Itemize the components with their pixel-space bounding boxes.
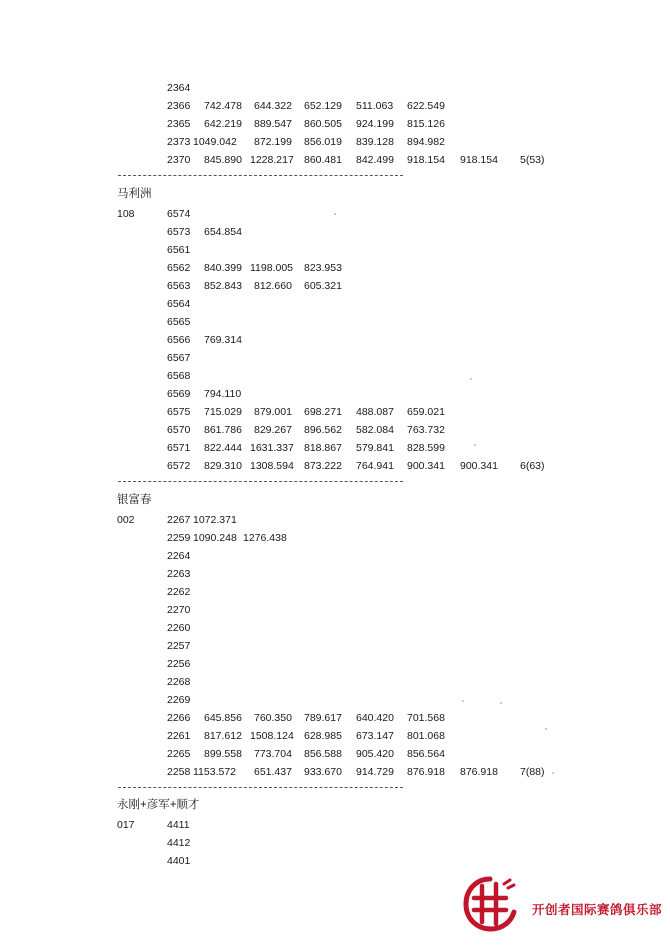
team-title: 马利洲 bbox=[117, 188, 152, 200]
speed-value: 889.547 bbox=[254, 118, 292, 130]
pigeon-row bbox=[0, 117, 670, 131]
ring-number: 2261 bbox=[167, 730, 191, 742]
pigeon-row bbox=[0, 261, 670, 275]
scan-speck bbox=[500, 702, 502, 704]
speed-value: 914.729 bbox=[356, 766, 394, 778]
speed-value: 856.588 bbox=[304, 748, 342, 760]
speed-value: 933.670 bbox=[304, 766, 342, 778]
best-speed: 918.154 bbox=[460, 154, 498, 166]
ring-number: 2366 bbox=[167, 100, 191, 112]
speed-value: 640.420 bbox=[356, 712, 394, 724]
speed-value: 896.562 bbox=[304, 424, 342, 436]
rank-badge: 5(53) bbox=[520, 154, 545, 166]
pigeon-row bbox=[0, 405, 670, 419]
best-speed: 900.341 bbox=[460, 460, 498, 472]
speed-value: 852.843 bbox=[204, 280, 242, 292]
scan-speck bbox=[462, 700, 464, 702]
speed-value: 1153.572 bbox=[193, 766, 237, 778]
ring-number: 2268 bbox=[167, 676, 191, 688]
speed-value: 900.341 bbox=[407, 460, 445, 472]
pigeon-row bbox=[0, 585, 670, 599]
pigeon-row bbox=[0, 711, 670, 725]
ring-number: 2373 bbox=[167, 136, 191, 148]
team-number: 108 bbox=[117, 208, 135, 220]
speed-value: 829.267 bbox=[254, 424, 292, 436]
speed-value: 872.199 bbox=[254, 136, 292, 148]
best-speed: 876.918 bbox=[460, 766, 498, 778]
ring-number: 2270 bbox=[167, 604, 191, 616]
speed-value: 715.029 bbox=[204, 406, 242, 418]
ring-number: 4412 bbox=[167, 837, 191, 849]
speed-value: 899.558 bbox=[204, 748, 242, 760]
pigeon-row bbox=[0, 765, 670, 779]
pigeon-row bbox=[0, 423, 670, 437]
team-number: 002 bbox=[117, 514, 135, 526]
speed-value: 605.321 bbox=[304, 280, 342, 292]
ring-number: 2267 bbox=[167, 514, 191, 526]
pigeon-row bbox=[0, 225, 670, 239]
pigeon-row bbox=[0, 567, 670, 581]
pigeon-row bbox=[0, 243, 670, 257]
team-title: 银富春 bbox=[117, 494, 152, 506]
ring-number: 4411 bbox=[167, 819, 190, 831]
pigeon-row bbox=[0, 693, 670, 707]
speed-value: 860.481 bbox=[304, 154, 342, 166]
ring-number: 6563 bbox=[167, 280, 191, 292]
speed-value: 828.599 bbox=[407, 442, 445, 454]
pigeon-row bbox=[0, 747, 670, 761]
ring-number: 6565 bbox=[167, 316, 191, 328]
speed-value: 823.953 bbox=[304, 262, 342, 274]
pigeon-row bbox=[0, 818, 670, 832]
speed-value: 894.982 bbox=[407, 136, 445, 148]
speed-value: 873.222 bbox=[304, 460, 342, 472]
ring-number: 6561 bbox=[167, 244, 191, 256]
speed-value: 839.128 bbox=[356, 136, 394, 148]
pigeon-row bbox=[0, 153, 670, 167]
pigeon-row bbox=[0, 81, 670, 95]
ring-number: 6575 bbox=[167, 406, 191, 418]
speed-value: 794.110 bbox=[204, 388, 242, 400]
pigeon-row bbox=[0, 854, 670, 868]
team-title: 永刚+彦军+顺才 bbox=[117, 799, 200, 811]
speed-value: 879.001 bbox=[254, 406, 292, 418]
pigeon-row bbox=[0, 639, 670, 653]
speed-value: 856.564 bbox=[407, 748, 445, 760]
speed-value: 488.087 bbox=[356, 406, 394, 418]
speed-value: 760.350 bbox=[254, 712, 292, 724]
speed-value: 1228.217 bbox=[250, 154, 294, 166]
speed-value: 856.019 bbox=[304, 136, 342, 148]
ring-number: 6572 bbox=[167, 460, 191, 472]
ring-number: 2259 bbox=[167, 532, 191, 544]
ring-number: 2269 bbox=[167, 694, 191, 706]
ring-number: 6573 bbox=[167, 226, 191, 238]
pigeon-row bbox=[0, 603, 670, 617]
pigeon-row bbox=[0, 279, 670, 293]
speed-value: 645.856 bbox=[204, 712, 242, 724]
ring-number: 6567 bbox=[167, 352, 191, 364]
pigeon-row bbox=[0, 836, 670, 850]
rank-badge: 6(63) bbox=[520, 460, 545, 472]
ring-number: 6566 bbox=[167, 334, 191, 346]
speed-value: 742.478 bbox=[204, 100, 242, 112]
speed-value: 651.437 bbox=[254, 766, 292, 778]
scan-speck bbox=[470, 378, 472, 380]
ring-number: 6571 bbox=[167, 442, 191, 454]
speed-value: 876.918 bbox=[407, 766, 445, 778]
ring-number: 2370 bbox=[167, 154, 191, 166]
pigeon-row bbox=[0, 315, 670, 329]
speed-value: 644.322 bbox=[254, 100, 292, 112]
pigeon-row bbox=[0, 297, 670, 311]
club-seal-icon bbox=[462, 876, 518, 932]
speed-value: 905.420 bbox=[356, 748, 394, 760]
speed-value: 1072.371 bbox=[193, 514, 237, 526]
ring-number: 2260 bbox=[167, 622, 191, 634]
speed-value: 801.068 bbox=[407, 730, 445, 742]
speed-value: 769.314 bbox=[204, 334, 242, 346]
speed-value: 511.063 bbox=[356, 100, 394, 112]
ring-number: 2266 bbox=[167, 712, 191, 724]
speed-value: 924.199 bbox=[356, 118, 394, 130]
section-divider bbox=[118, 787, 403, 788]
rank-badge: 7(88) bbox=[520, 766, 545, 778]
ring-number: 2264 bbox=[167, 550, 191, 562]
pigeon-row bbox=[0, 441, 670, 455]
ring-number: 2265 bbox=[167, 748, 191, 760]
speed-value: 701.568 bbox=[407, 712, 445, 724]
ring-number: 2364 bbox=[167, 82, 191, 94]
ring-number: 2263 bbox=[167, 568, 191, 580]
club-name: 开创者国际赛鸽俱乐部 bbox=[532, 903, 663, 917]
scan-speck bbox=[545, 728, 547, 730]
speed-value: 773.704 bbox=[254, 748, 292, 760]
speed-value: 1049.042 bbox=[193, 136, 237, 148]
ring-number: 4401 bbox=[167, 855, 191, 867]
speed-value: 818.867 bbox=[304, 442, 342, 454]
speed-value: 1198.005 bbox=[250, 262, 294, 274]
speed-value: 622.549 bbox=[407, 100, 445, 112]
club-logo bbox=[462, 876, 662, 936]
pigeon-row bbox=[0, 675, 670, 689]
pigeon-row bbox=[0, 135, 670, 149]
speed-value: 815.126 bbox=[407, 118, 445, 130]
speed-value: 861.786 bbox=[204, 424, 242, 436]
pigeon-row bbox=[0, 729, 670, 743]
speed-value: 698.271 bbox=[304, 406, 342, 418]
section-divider bbox=[118, 481, 403, 482]
speed-value: 659.021 bbox=[407, 406, 445, 418]
speed-value: 628.985 bbox=[304, 730, 342, 742]
ring-number: 6568 bbox=[167, 370, 191, 382]
speed-value: 789.617 bbox=[304, 712, 342, 724]
speed-value: 1308.594 bbox=[250, 460, 294, 472]
pigeon-row bbox=[0, 99, 670, 113]
scan-speck bbox=[552, 772, 554, 774]
pigeon-row bbox=[0, 621, 670, 635]
ring-number: 2257 bbox=[167, 640, 191, 652]
pigeon-row bbox=[0, 513, 670, 527]
scan-speck bbox=[474, 444, 476, 446]
pigeon-row bbox=[0, 351, 670, 365]
speed-value: 764.941 bbox=[356, 460, 394, 472]
ring-number: 2262 bbox=[167, 586, 191, 598]
ring-number: 6570 bbox=[167, 424, 191, 436]
ring-number: 2258 bbox=[167, 766, 191, 778]
speed-value: 829.310 bbox=[204, 460, 242, 472]
pigeon-row bbox=[0, 369, 670, 383]
speed-value: 652.129 bbox=[304, 100, 342, 112]
ring-number: 6569 bbox=[167, 388, 191, 400]
speed-value: 582.084 bbox=[356, 424, 394, 436]
speed-value: 763.732 bbox=[407, 424, 445, 436]
team-number: 017 bbox=[117, 819, 135, 831]
speed-value: 842.499 bbox=[356, 154, 394, 166]
pigeon-row bbox=[0, 387, 670, 401]
pigeon-row bbox=[0, 657, 670, 671]
speed-value: 654.854 bbox=[204, 226, 242, 238]
pigeon-row bbox=[0, 531, 670, 545]
speed-value: 1508.124 bbox=[250, 730, 294, 742]
pigeon-row bbox=[0, 549, 670, 563]
speed-value: 918.154 bbox=[407, 154, 445, 166]
ring-number: 6562 bbox=[167, 262, 191, 274]
ring-number: 2256 bbox=[167, 658, 191, 670]
speed-value: 642.219 bbox=[204, 118, 242, 130]
section-divider bbox=[118, 175, 403, 176]
pigeon-row bbox=[0, 333, 670, 347]
speed-value: 579.841 bbox=[356, 442, 394, 454]
speed-value: 822.444 bbox=[204, 442, 242, 454]
speed-value: 1276.438 bbox=[243, 532, 287, 544]
ring-number: 6564 bbox=[167, 298, 191, 310]
speed-value: 860.505 bbox=[304, 118, 342, 130]
speed-value: 812.660 bbox=[254, 280, 292, 292]
ring-number: 6574 bbox=[167, 208, 191, 220]
speed-value: 840.399 bbox=[204, 262, 242, 274]
speed-value: 1631.337 bbox=[250, 442, 294, 454]
pigeon-row bbox=[0, 459, 670, 473]
speed-value: 1090.248 bbox=[193, 532, 237, 544]
speed-value: 817.612 bbox=[204, 730, 242, 742]
speed-value: 673.147 bbox=[356, 730, 394, 742]
ring-number: 2365 bbox=[167, 118, 191, 130]
speed-value: 845.890 bbox=[204, 154, 242, 166]
scan-speck bbox=[334, 213, 336, 215]
